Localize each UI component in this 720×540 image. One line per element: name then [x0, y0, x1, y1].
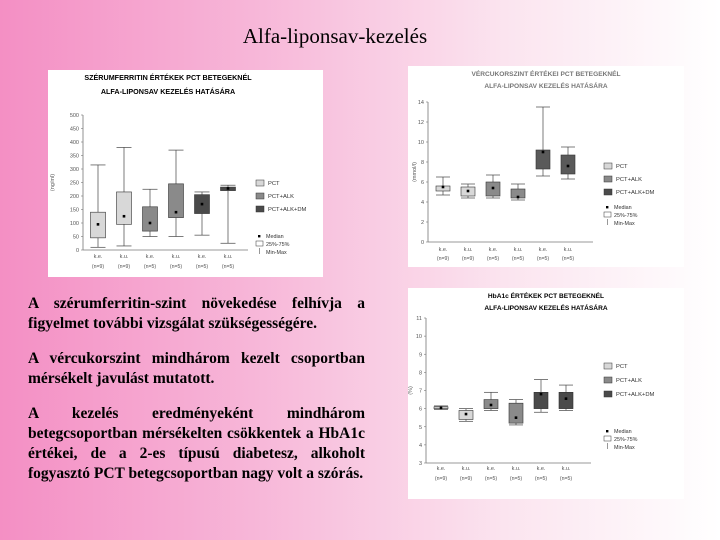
box-median-marker [175, 211, 178, 214]
box-median-marker [440, 406, 443, 409]
y-axis-label: (%) [408, 386, 414, 395]
ferritin-chart-panel [48, 70, 323, 277]
paragraph-ferritin: A szérumferritin-szint növekedése felhívja a figyelmet további vizsgálat szükségességére. [28, 295, 365, 332]
chart-title-line: HbA1c ÉRTÉKEK PCT BETEGEKNÉL [487, 293, 605, 300]
x-category-label: k.e. [538, 247, 548, 253]
y-tick-label: 10 [415, 334, 422, 341]
y-tick-label: 0 [75, 248, 79, 254]
x-category-label: k.u. [171, 254, 181, 260]
x-sample-size-label: (n=5) [169, 264, 183, 270]
box-median-marker [565, 397, 568, 400]
y-tick-label: 0 [420, 240, 424, 246]
x-category-label: k.u. [119, 254, 129, 260]
y-tick-label: 500 [69, 113, 79, 119]
y-tick-label: 400 [69, 140, 79, 146]
x-sample-size-label: (n=5) [195, 264, 209, 270]
x-sample-size-label: (n=5) [221, 264, 235, 270]
x-category-label: k.e. [486, 466, 496, 472]
legend-swatch [604, 363, 612, 369]
box-median-marker [97, 223, 100, 226]
y-tick-label: 300 [69, 167, 79, 173]
y-tick-label: 50 [72, 234, 79, 241]
legend-label: PCT [616, 164, 628, 170]
key-median-label: Median [614, 205, 632, 211]
hba1c-boxplot [408, 288, 684, 499]
x-sample-size-label: (n=5) [143, 264, 157, 270]
box-median-marker [442, 186, 445, 189]
x-category-label: k.e. [488, 247, 498, 253]
legend-swatch [604, 391, 612, 397]
box-median-marker [517, 196, 520, 199]
key-iqr-label: 25%-75% [266, 242, 290, 248]
key-range-label: Min-Max [614, 221, 635, 227]
box-median-marker [123, 215, 126, 218]
y-tick-label: 350 [69, 153, 79, 160]
hba1c-chart-panel [408, 288, 684, 499]
y-tick-label: 8 [418, 370, 422, 377]
x-category-label: k.u. [513, 247, 523, 253]
y-tick-label: 150 [69, 207, 79, 214]
x-category-label: k.e. [197, 254, 207, 260]
y-tick-label: 250 [69, 180, 79, 187]
blood-sugar-chart-panel [408, 66, 684, 267]
legend-label: PCT [268, 181, 280, 187]
slide-title: Alfa-liponsav-kezelés [242, 24, 428, 48]
legend-swatch [604, 163, 612, 169]
x-sample-size-label: (n=5) [561, 256, 575, 262]
box-iqr [117, 192, 132, 224]
x-sample-size-label: (n=9) [436, 256, 450, 262]
x-category-label: k.e. [145, 254, 155, 260]
key-range-label: Min-Max [266, 250, 287, 256]
y-tick-label: 9 [418, 352, 422, 359]
chart-title-line: ALFA-LIPONSAV KEZELÉS HATÁSÁRA [484, 83, 608, 90]
y-axis-label: (mmol/l) [412, 162, 418, 182]
y-tick-label: 3 [418, 461, 422, 467]
box-iqr [561, 155, 575, 174]
x-category-label: k.e. [536, 466, 546, 472]
key-median-icon [606, 430, 608, 432]
x-category-label: k.u. [461, 466, 471, 472]
key-iqr-label: 25%-75% [614, 437, 638, 443]
y-tick-label: 4 [420, 200, 424, 206]
chart-title-line: ALFA-LIPONSAV KEZELÉS HATÁSÁRA [100, 87, 236, 96]
x-sample-size-label: (n=9) [461, 256, 475, 262]
box-iqr [559, 392, 573, 408]
box-median-marker [515, 416, 518, 419]
key-median-label: Median [266, 234, 284, 240]
legend-label: PCT+ALK [616, 378, 642, 384]
paragraph-hba1c: A kezelés eredményeként mindhárom betegcsoportban mérsékelten csökkentek a HbA1c értékei, de a 2-es típusú diabetesz, alkoholt fogyasztó PCT betegcsoportban nagy volt a szórás. [28, 405, 365, 482]
box-median-marker [201, 203, 204, 206]
legend-label: PCT+ALK+DM [616, 392, 655, 398]
x-category-label: k.u. [561, 466, 571, 472]
box-median-marker [492, 187, 495, 190]
y-tick-label: 100 [69, 221, 79, 227]
chart-title-line: VÉRCUKORSZINT ÉRTÉKEI PCT BETEGEKNÉL [471, 71, 621, 78]
key-median-icon [258, 235, 260, 237]
y-tick-label: 6 [420, 180, 424, 186]
x-sample-size-label: (n=5) [534, 476, 548, 482]
x-sample-size-label: (n=9) [117, 264, 131, 270]
y-axis-label: (ng/ml) [50, 173, 56, 192]
legend-swatch [604, 377, 612, 383]
box-median-marker [149, 222, 152, 225]
legend-swatch [604, 189, 612, 195]
x-sample-size-label: (n=9) [434, 476, 448, 482]
x-sample-size-label: (n=5) [536, 256, 550, 262]
key-iqr-icon [604, 436, 611, 441]
box-iqr [509, 403, 523, 423]
legend-label: PCT+ALK [616, 177, 642, 183]
box-median-marker [567, 165, 570, 168]
legend-swatch [256, 193, 264, 199]
x-category-label: k.u. [463, 247, 473, 253]
key-iqr-icon [256, 241, 263, 246]
x-sample-size-label: (n=5) [486, 256, 500, 262]
box-median-marker [542, 151, 545, 154]
box-median-marker [467, 190, 470, 193]
x-sample-size-label: (n=5) [509, 476, 523, 482]
chart-title-line: SZÉRUMFERRITIN ÉRTÉKEK PCT BETEGEKNÉL [84, 73, 252, 82]
paragraph-blood-sugar: A vércukorszint mindhárom kezelt csoportban mérsékelt javulást mutatott. [28, 350, 365, 387]
x-sample-size-label: (n=5) [484, 476, 498, 482]
legend-label: PCT+ALK+DM [268, 207, 307, 213]
x-category-label: k.e. [436, 466, 446, 472]
x-sample-size-label: (n=9) [459, 476, 473, 482]
y-tick-label: 14 [417, 100, 424, 106]
y-tick-label: 8 [420, 160, 424, 166]
y-tick-label: 200 [69, 194, 79, 200]
y-tick-label: 6 [418, 406, 422, 413]
chart-title-line: ALFA-LIPONSAV KEZELÉS HATÁSÁRA [484, 305, 608, 312]
x-category-label: k.u. [223, 254, 233, 260]
legend-swatch [604, 176, 612, 182]
box-median-marker [227, 187, 230, 190]
y-tick-label: 5 [418, 424, 422, 431]
box-median-marker [490, 404, 493, 407]
legend-label: PCT [616, 364, 628, 370]
y-tick-label: 4 [418, 442, 422, 449]
x-category-label: k.u. [563, 247, 573, 253]
key-range-label: Min-Max [614, 445, 635, 451]
key-iqr-icon [604, 212, 611, 217]
key-median-label: Median [614, 429, 632, 435]
legend-label: PCT+ALK [268, 194, 294, 200]
y-tick-label: 12 [417, 120, 424, 126]
box-median-marker [465, 413, 468, 416]
x-sample-size-label: (n=9) [91, 264, 105, 270]
x-sample-size-label: (n=5) [559, 476, 573, 482]
key-iqr-label: 25%-75% [614, 213, 638, 219]
legend-swatch [256, 180, 264, 186]
x-category-label: k.e. [438, 247, 448, 253]
y-tick-label: 11 [416, 316, 422, 322]
ferritin-boxplot [48, 70, 323, 277]
x-category-label: k.e. [93, 254, 103, 260]
x-category-label: k.u. [511, 466, 521, 472]
key-median-icon [606, 206, 608, 208]
y-tick-label: 2 [420, 220, 424, 226]
blood-sugar-boxplot [408, 66, 684, 267]
box-iqr [143, 207, 158, 231]
legend-label: PCT+ALK+DM [616, 190, 655, 196]
y-tick-label: 10 [417, 140, 424, 146]
x-sample-size-label: (n=5) [511, 256, 525, 262]
y-tick-label: 7 [418, 388, 422, 395]
legend-swatch [256, 206, 264, 212]
box-median-marker [540, 393, 543, 396]
y-tick-label: 450 [69, 126, 79, 133]
